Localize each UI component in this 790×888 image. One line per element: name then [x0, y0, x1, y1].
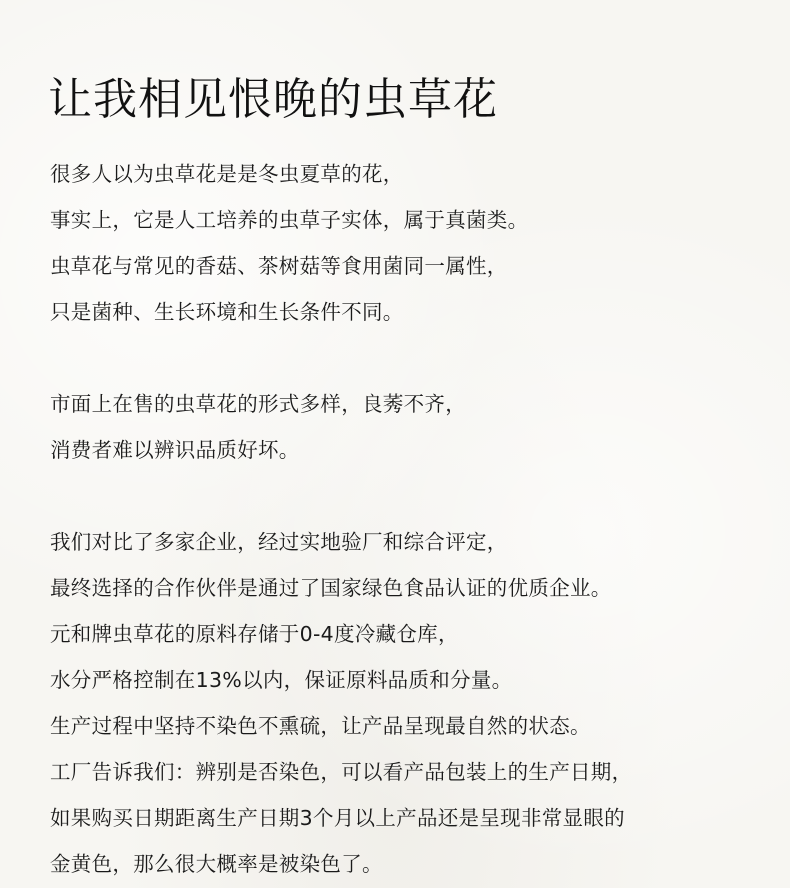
text-line: 水分严格控制在13%以内，保证原料品质和分量。: [50, 668, 513, 692]
text-line: 很多人以为虫草花是是冬虫夏草的花，: [50, 162, 404, 186]
text-line: 虫草花与常见的香菇、茶树菇等食用菌同一属性，: [50, 254, 508, 278]
article-body: [50, 151, 770, 887]
text-line: 我们对比了多家企业，经过实地验厂和综合评定，: [50, 530, 508, 554]
text-line: 事实上，它是人工培养的虫草子实体，属于真菌类。: [50, 208, 529, 232]
paragraph-gap: [50, 335, 770, 381]
text-line: 消费者难以辨识品质好坏。: [50, 438, 300, 462]
text-line: 只是菌种、生长环境和生长条件不同。: [50, 300, 404, 324]
text-line: 如果购买日期距离生产日期3个月以上产品还是呈现非常显眼的: [50, 806, 625, 830]
text-line: 市面上在售的虫草花的形式多样，良莠不齐，: [50, 392, 466, 416]
paragraph-quality: [50, 519, 770, 887]
text-line: 生产过程中坚持不染色不熏硫，让产品呈现最自然的状态。: [50, 714, 591, 738]
paragraph-market: [50, 381, 770, 473]
page-title: 让我相见恨晚的虫草花: [48, 74, 498, 125]
paragraph-gap: [50, 473, 770, 519]
text-line: 元和牌虫草花的原料存储于0-4度冷藏仓库，: [50, 622, 459, 646]
text-line: 工厂告诉我们：辨别是否染色，可以看产品包装上的生产日期，: [50, 760, 633, 784]
paragraph-intro: [50, 151, 770, 335]
text-line: 最终选择的合作伙伴是通过了国家绿色食品认证的优质企业。: [50, 576, 612, 600]
text-line: 金黄色，那么很大概率是被染色了。: [50, 852, 383, 876]
